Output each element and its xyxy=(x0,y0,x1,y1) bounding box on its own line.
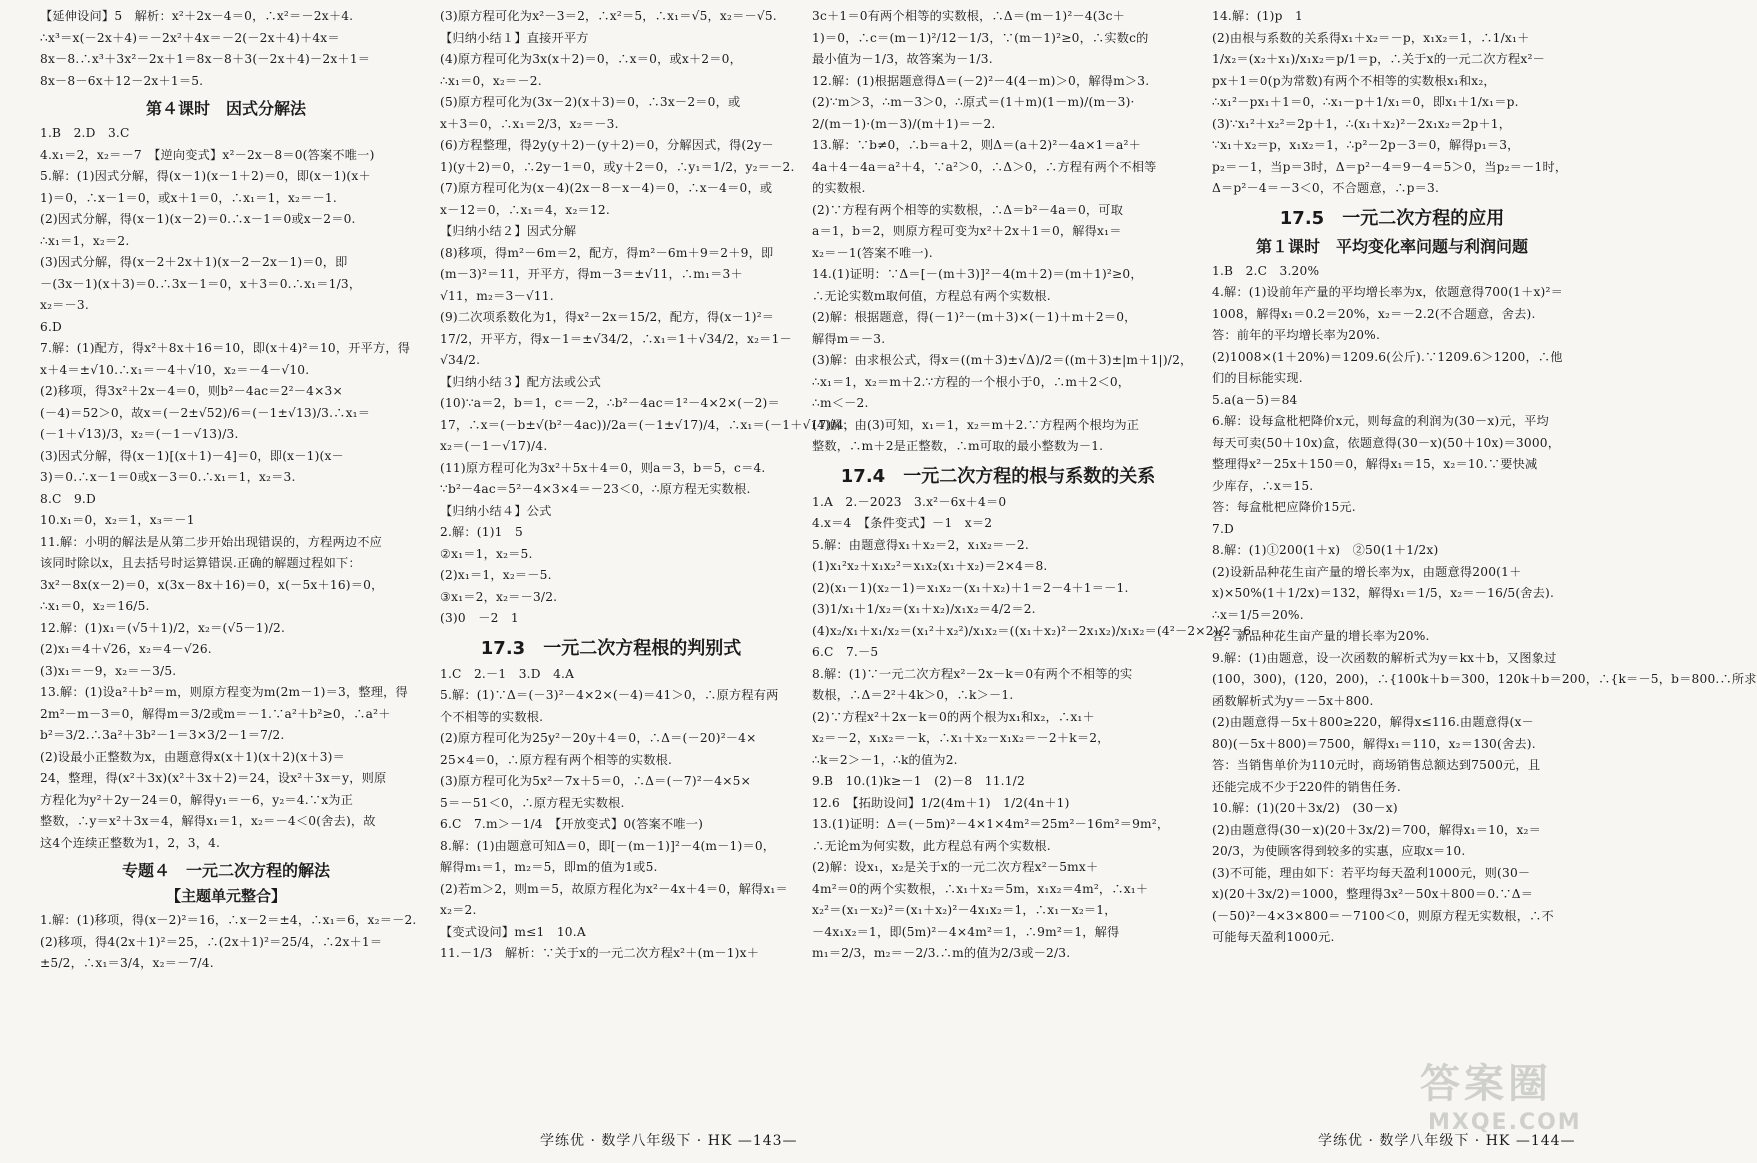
answer-line: 【归纳小结３】配方法或公式 xyxy=(440,374,602,389)
answer-line: (2)移项，得3x²＋2x－4＝0，则b²－4ac＝2²－4×3× xyxy=(40,384,343,398)
answer-line: 1.B 2.D 3.C xyxy=(40,126,130,140)
answer-line: 7.解：(1)配方，得x²＋8x＋16＝10，即(x＋4)²＝10，开平方，得 xyxy=(40,341,411,355)
answer-line: 1.解：(1)移项，得(x－2)²＝16，∴x－2＝±4，∴x₁＝6，x₂＝－2. xyxy=(40,913,417,927)
section-heading-lesson4: 第４课时 因式分解法 xyxy=(145,99,306,118)
answer-line: ③x₁＝2，x₂＝－3/2. xyxy=(440,589,558,604)
col1-block-c xyxy=(40,910,417,975)
answer-line: b²＝3/2.∴3a²＋3b²－1＝3×3/2－1＝7/2. xyxy=(40,728,285,742)
answer-line: ∴x₁²－px₁＋1＝0，∴x₁－p＋1/x₁＝0，即x₁＋1/x₁＝p. xyxy=(1212,95,1519,109)
answer-line: (3)因式分解，得(x－1)[(x＋1)－4]＝0，即(x－1)(x－ xyxy=(40,448,344,463)
answer-line: px＋1＝0(p为常数)有两个不相等的实数根x₁和x₂， xyxy=(1212,73,1496,88)
answer-line: (2)若m＞2，则m＝5，故原方程化为x²－4x＋4＝0，解得x₁＝ xyxy=(440,881,788,896)
answer-line: 4.x＝4 【条件变式】－1 x＝2 xyxy=(812,516,993,530)
answer-line: (11)原方程可化为3x²＋5x＋4＝0，则a＝3，b＝5，c＝4. xyxy=(440,460,766,475)
answer-line: a＝1，b＝2，则原方程可变为x²＋2x＋1＝0，解得x₁＝ xyxy=(812,224,1122,238)
answer-line: 3x²－8x(x－2)＝0，x(3x－8x＋16)＝0，x(－5x＋16)＝0， xyxy=(40,577,384,592)
answer-line: 6.解：设每盒枇杷降价x元，则每盒的利润为(30－x)元，平均 xyxy=(1212,414,1549,428)
watermark-text-cn: 答案圈 xyxy=(1420,1061,1552,1107)
answer-line: 20/3，为使顾客得到较多的实惠，应取x＝10. xyxy=(1212,844,1466,858)
answer-line: 2/(m－1)·(m－3)/(m＋1)＝－2. xyxy=(812,116,996,131)
answer-line: 8.C 9.D xyxy=(40,491,96,506)
answer-line: 【归纳小结２】因式分解 xyxy=(440,224,577,238)
answer-line: 1)(y＋2)＝0，∴2y－1＝0，或y＋2＝0，∴y₁＝1/2，y₂＝－2. xyxy=(440,159,795,174)
answer-line: (2)解：设x₁，x₂是关于x的一元二次方程x²－5mx＋ xyxy=(812,860,1099,874)
answer-line: 整数，∴y＝x²＋3x＝4，解得x₁＝1，x₂＝－4＜0(舍去)，故 xyxy=(40,814,376,828)
answer-line: 少库存，∴x＝15. xyxy=(1212,478,1314,493)
answer-line: 【变式设问】m≤1 10.A xyxy=(440,924,586,939)
answer-line: 1)＝0，∴x－1＝0，或x＋1＝0，∴x₁＝1，x₂＝－1. xyxy=(40,190,337,205)
answer-line: 24，整理，得(x²＋3x)(x²＋3x＋2)＝24，设x²＋3x＝y，则原 xyxy=(40,771,387,785)
answer-line: (3)原方程可化为5x²－7x＋5＝0，∴Δ＝(－7)²－4×5× xyxy=(440,774,752,788)
answer-line: 7.D xyxy=(1212,521,1234,536)
answer-line: 函数解析式为y＝－5x＋800. xyxy=(1212,693,1374,708)
col2-block-b xyxy=(440,664,788,965)
answer-line: 们的目标能实现. xyxy=(1212,371,1303,385)
answer-line: (－1＋√13)/3，x₂＝(－1－√13)/3. xyxy=(40,427,239,441)
answer-line: (2)由题意得－5x＋800≥220，解得x≤116.由题意得(x－ xyxy=(1212,715,1534,729)
answer-line: 整数，∴m＋2是正整数，∴m可取的最小整数为－1. xyxy=(812,439,1104,453)
answer-line: 9.解：(1)由题意，设一次函数的解析式为y＝kx＋b，又图象过 xyxy=(1212,650,1557,665)
answer-line: 【归纳小结１】直接开平方 xyxy=(440,30,589,45)
answer-line: x₂＝－1(答案不唯一). xyxy=(812,245,933,260)
answer-line: 17，∴x＝(－b±√(b²－4ac))/2a＝(－1±√17)/4，∴x₁＝(－1＋√17)/4， xyxy=(440,417,857,432)
answer-line: 14.(1)证明：∵Δ＝[－(m＋3)]²－4(m＋2)＝(m＋1)²≥0， xyxy=(812,267,1143,281)
answer-line: ∴x₁＝1，x₂＝2. xyxy=(40,233,130,248)
answer-line: 8.解：(1)∵一元二次方程x²－2x－k＝0有两个不相等的实 xyxy=(812,666,1133,681)
answer-line: 1008，解得x₁＝0.2＝20%，x₂＝－2.2(不合题意，舍去). xyxy=(1212,306,1536,321)
section-heading-17-4: 17.4 一元二次方程的根与系数的关系 xyxy=(840,465,1156,487)
answer-line: ∴x³＝x(－2x＋4)＝－2x²＋4x＝－2(－2x＋4)＋4x＝ xyxy=(40,30,340,45)
answer-line: 答：前年的平均增长率为20%. xyxy=(1212,328,1381,342)
answer-line: (2)因式分解，得(x－1)(x－2)＝0.∴x－1＝0或x－2＝0. xyxy=(40,212,356,226)
answer-line: ∵b²－4ac＝5²－4×3×4＝－23＜0，∴原方程无实数根. xyxy=(440,482,751,496)
page-footer-143: 学练优 · 数学八年级下 · HK —143— xyxy=(540,1133,798,1149)
answer-line: 5.a(a－5)＝84 xyxy=(1212,392,1298,407)
answer-line: 12.解：(1)根据题意得Δ＝(－2)²－4(4－m)＞0，解得m＞3. xyxy=(812,73,1150,88)
col4-block-b xyxy=(1212,261,1757,949)
column-1 xyxy=(40,6,417,1126)
answer-line: (－50)²－4×3×800＝－7100＜0，则原方程无实数根，∴不 xyxy=(1212,908,1554,923)
answer-line: x－12＝0，∴x₁＝4，x₂＝12. xyxy=(440,202,610,217)
answer-line: ∴m＜－2. xyxy=(812,396,869,410)
answer-line: ∴x₁＝1，x₂＝m＋2.∵方程的一个根小于0，∴m＋2＜0， xyxy=(812,374,1131,389)
answer-line: 个不相等的实数根. xyxy=(440,709,544,724)
answer-line: (3)0 －2 1 xyxy=(440,611,519,625)
answer-line: 5.解：由题意得x₁＋x₂＝2，x₁x₂＝－2. xyxy=(812,537,1029,552)
answer-line: 12.解：(1)x₁＝(√5＋1)/2，x₂＝(√5－1)/2. xyxy=(40,620,286,635)
answer-line: x＋3＝0，∴x₁＝2/3，x₂＝－3. xyxy=(440,116,619,131)
answer-line: 6.C 7.－5 xyxy=(812,645,879,659)
answer-line: 25×4＝0，∴原方程有两个相等的实数根. xyxy=(440,752,673,767)
answer-line: 1)＝0，∴c＝(m－1)²/12－1/3，∵(m－1)²≥0，∴实数c的 xyxy=(812,30,1149,45)
answer-line: (2)由根与系数的关系得x₁＋x₂＝－p，x₁x₂＝1，∴1/x₁＋ xyxy=(1212,30,1530,45)
section-heading-17-5: 17.5 一元二次方程的应用 xyxy=(1279,207,1505,229)
answer-line: 可能每天盈利1000元. xyxy=(1212,930,1335,944)
answer-line: (7)原方程可化为(x－4)(2x－8－x－4)＝0，∴x－4＝0，或 xyxy=(440,181,773,195)
answer-line: (2)原方程可化为25y²－20y＋4＝0，∴Δ＝(－20)²－4× xyxy=(440,731,757,745)
answer-line: (2)1008×(1＋20%)＝1209.6(公斤).∵1209.6＞1200，∴他 xyxy=(1212,349,1563,364)
answer-line: 10.x₁＝0，x₂＝1，x₃＝－1 xyxy=(40,513,195,527)
answer-line: ∴x＝1/5＝20%. xyxy=(1212,607,1304,622)
answer-line: 1.C 2.－1 3.D 4.A xyxy=(440,666,575,681)
answer-line: (3)不可能，理由如下：若平均每天盈利1000元，则(30－ xyxy=(1212,865,1531,880)
answer-line: 最小值为－1/3，故答案为－1/3. xyxy=(812,52,993,66)
answer-line: 5.解：(1)∵Δ＝(－3)²－4×2×(－4)＝41＞0，∴原方程有两 xyxy=(440,688,779,702)
answer-line: (2)(x₁－1)(x₂－1)＝x₁x₂－(x₁＋x₂)＋1＝2－4＋1＝－1. xyxy=(812,580,1129,595)
answer-line: 2.解：(1)1 5 xyxy=(440,525,523,539)
answer-line: (2)解：根据题意，得(－1)²－(m＋3)×(－1)＋m＋2＝0， xyxy=(812,310,1137,324)
answer-line: －4x₁x₂＝1，即(5m)²－4×4m²＝1，∴9m²＝1，解得 xyxy=(812,924,1120,939)
answer-line: 6.C 7.m＞－1/4 【开放变式】0(答案不唯一) xyxy=(440,817,704,831)
answer-line: 8x－8－6x＋12－2x＋1＝5. xyxy=(40,73,204,88)
col3-block-a xyxy=(812,6,1193,458)
answer-line: x₂＝2. xyxy=(440,903,477,917)
answer-line: (100，300)，(120，200)，∴{100k＋b＝300，120k＋b＝200，∴{k＝－5，b＝800.∴所求 xyxy=(1212,672,1757,686)
answer-line: ∵x₁＋x₂＝p，x₁x₂＝1，∴p²－2p－3＝0，解得p₁＝3， xyxy=(1212,138,1520,152)
answer-line: 【延伸设问】5 解析：x²＋2x－4＝0，∴x²＝－2x＋4. xyxy=(40,9,354,23)
answer-line: p₂＝－1，当p＝3时，Δ＝p²－4＝9－4＝5＞0，当p₂＝－1时， xyxy=(1212,159,1568,174)
section-heading-topic4: 专题４ 一元二次方程的解法 xyxy=(121,861,330,880)
answer-line: 9.B 10.(1)k≥－1 (2)－8 11.1/2 xyxy=(812,774,1025,788)
answer-line: 答：每盒枇杷应降价15元. xyxy=(1212,500,1356,514)
answer-line: 【归纳小结４】公式 xyxy=(440,503,552,518)
answer-line: 1.B 2.C 3.20% xyxy=(1212,263,1320,278)
answer-line: ∴无论m为何实数，此方程总有两个实数根. xyxy=(812,838,1051,853)
answer-line: (3)∵x₁²＋x₂²＝2p＋1，∴(x₁＋x₂)²－2x₁x₂＝2p＋1， xyxy=(1212,116,1512,131)
answer-line: 答：当销售单价为110元时，商场销售总额达到7500元，且 xyxy=(1212,758,1541,772)
answer-line: 4m²＝0的两个实数根，∴x₁＋x₂＝5m，x₁x₂＝4m²，∴x₁＋ xyxy=(812,881,1149,896)
answer-line: 10.解：(1)(20＋3x/2) (30－x) xyxy=(1212,801,1398,815)
answer-line: 数根，∴Δ＝2²＋4k＞0，∴k＞－1. xyxy=(812,688,1014,702)
answer-line: ②x₁＝1，x₂＝5. xyxy=(440,546,533,561)
answer-line: x＋4＝±√10.∴x₁＝－4＋√10，x₂＝－4－√10. xyxy=(40,362,310,377)
answer-line: 方程化为y²＋2y－24＝0，解得y₁＝－6，y₂＝4.∵x为正 xyxy=(40,792,354,807)
answer-line: 13.解：(1)设a²＋b²＝m，则原方程变为m(2m－1)＝3，整理，得 xyxy=(40,685,408,699)
answer-line: x₂²＝(x₁－x₂)²＝(x₁＋x₂)²－4x₁x₂＝1，∴x₁－x₂＝1， xyxy=(812,903,1117,917)
answer-line: x)(20＋3x/2)＝1000，整理得3x²－50x＋800＝0.∵Δ＝ xyxy=(1212,887,1534,901)
column-4 xyxy=(1212,6,1757,1126)
answer-line: 17/2，开平方，得x－1＝±√34/2，∴x₁＝1＋√34/2，x₂＝1－ xyxy=(440,331,792,346)
page-footer-144: 学练优 · 数学八年级下 · HK —144— xyxy=(1318,1133,1576,1149)
answer-line: (3)x₁＝－9，x₂＝－3/5. xyxy=(40,663,177,678)
col1-block-a xyxy=(40,6,412,92)
answer-line: 3)＝0.∴x－1＝0或x－3＝0.∴x₁＝1，x₂＝3. xyxy=(40,470,296,484)
answer-line: 11.解：小明的解法是从第二步开始出现错误的，方程两边不应 xyxy=(40,534,383,549)
watermark-logo xyxy=(1410,1052,1582,1152)
col4-block-a xyxy=(1212,6,1572,200)
answer-line: (2)x₁＝1，x₂＝－5. xyxy=(440,568,552,582)
answer-line: x)×50%(1＋1/2x)＝132，解得x₁＝1/5，x₂＝－16/5(舍去). xyxy=(1212,586,1555,600)
section-heading-17-3: 17.3 一元二次方程根的判别式 xyxy=(480,637,742,659)
section-heading-lesson1: 第１课时 平均变化率问题与利润问题 xyxy=(1255,236,1528,256)
answer-line: ∴无论实数m取何值，方程总有两个实数根. xyxy=(812,288,1051,303)
answer-line: 3c＋1＝0有两个相等的实数根，∴Δ＝(m－1)²－4(3c＋ xyxy=(812,9,1126,23)
answer-line: ∴x₁＝0，x₂＝－2. xyxy=(440,73,542,88)
answer-line: 13.(1)证明：Δ＝(－5m)²－4×1×4m²＝25m²－16m²＝9m²， xyxy=(812,817,1170,831)
answer-line: 4.x₁＝2，x₂＝－7 【逆向变式】x²－2x－8＝0(答案不唯一) xyxy=(40,147,375,162)
answer-line: (3)1/x₁＋1/x₂＝(x₁＋x₂)/x₁x₂＝4/2＝2. xyxy=(812,602,1036,616)
answer-line: 8.解：(1)由题意可知Δ＝0，即[－(m－1)]²－4(m－1)＝0， xyxy=(440,838,776,853)
answer-line: 解得m＝－3. xyxy=(812,331,886,346)
answer-line: x₂＝(－1－√17)/4. xyxy=(440,439,548,453)
answer-line: (3)解：由求根公式，得x＝((m＋3)±√Δ)/2＝((m＋3)±|m＋1|)/2， xyxy=(812,353,1193,367)
answer-line: ∴k＝2＞－1，∴k的值为2. xyxy=(812,752,958,767)
answer-line: 整理得x²－25x＋150＝0，解得x₁＝15，x₂＝10.∵要快减 xyxy=(1212,457,1538,471)
answer-line: (2)∵m＞3，∴m－3＞0，∴原式＝(1＋m)(1－m)/(m－3)· xyxy=(812,95,1135,109)
answer-line: (5)原方程可化为(3x－2)(x＋3)＝0，∴3x－2＝0，或 xyxy=(440,95,741,109)
answer-line: (3)原方程可化为x²－3＝2，∴x²＝5，∴x₁＝√5，x₂＝－√5. xyxy=(440,9,777,23)
answer-line: 4.解：(1)设前年产量的平均增长率为x，依题意得700(1＋x)²＝ xyxy=(1212,285,1563,299)
answer-line: (2)由题意得(30－x)(20＋3x/2)＝700，解得x₁＝10，x₂＝ xyxy=(1212,822,1541,837)
answer-line: (9)二次项系数化为1，得x²－2x＝15/2，配方，得(x－1)²＝ xyxy=(440,310,775,324)
answer-line: (2)x₁＝4＋√26，x₂＝4－√26. xyxy=(40,642,212,656)
answer-line: (10)∵a＝2，b＝1，c＝－2，∴b²－4ac＝1²－4×2×(－2)＝ xyxy=(440,396,780,410)
answer-line: 的实数根. xyxy=(812,181,866,195)
answer-line: (2)∵方程有两个相等的实数根，∴Δ＝b²－4a＝0，可取 xyxy=(812,202,1124,217)
answer-line: 1/x₂＝(x₂＋x₁)/x₁x₂＝p/1＝p，∴关于x的一元二次方程x²－ xyxy=(1212,52,1545,66)
answer-line: √34/2. xyxy=(440,353,481,367)
answer-line: 6.D xyxy=(40,319,62,334)
answer-line: －(3x－1)(x＋3)＝0.∴3x－1＝0，x＋3＝0.∴x₁＝1/3， xyxy=(40,276,362,291)
answer-line: (6)方程整理，得2y(y＋2)－(y＋2)＝0，分解因式，得(2y－ xyxy=(440,138,774,152)
answer-line: 答：新品种花生亩产量的增长率为20%. xyxy=(1212,629,1430,643)
answer-line: 8x－8.∴x³＋3x²－2x＋1＝8x－8＋3(－2x＋4)－2x＋1＝ xyxy=(40,52,371,66)
answer-line: (8)移项，得m²－6m＝2，配方，得m²－6m＋9＝2＋9，即 xyxy=(440,245,774,260)
answer-line: 4a＋4－4a＝a²＋4，∵a²＞0，∴Δ＞0，∴方程有两个不相等 xyxy=(812,159,1157,174)
answer-line: 8.解：(1)①200(1＋x) ②50(1＋1/2x) xyxy=(1212,543,1439,557)
answer-line: 还能完成不少于220件的销售任务. xyxy=(1212,779,1401,794)
answer-line: x₂＝－2，x₁x₂＝－k，∴x₁＋x₂－x₁x₂＝－2＋k＝2， xyxy=(812,731,1110,745)
answer-line: (2)移项，得4(2x＋1)²＝25，∴(2x＋1)²＝25/4，∴2x＋1＝ xyxy=(40,934,383,949)
answer-line: (4)解：由(3)可知，x₁＝1，x₂＝m＋2.∵方程两个根均为正 xyxy=(812,417,1140,432)
answer-line: (2)设最小正整数为x，由题意得x(x＋1)(x＋2)(x＋3)＝ xyxy=(40,749,346,764)
col1-block-b xyxy=(40,123,412,854)
answer-line: (3)因式分解，得(x－2＋2x＋1)(x－2－2x－1)＝0，即 xyxy=(40,255,348,269)
answer-line: 11.－1/3 解析：∵关于x的一元二次方程x²＋(m－1)x＋ xyxy=(440,946,760,960)
watermark-text-url: MXQE.COM xyxy=(1428,1110,1582,1135)
answer-line: 解得m₁＝1，m₂＝5，即m的值为1或5. xyxy=(440,860,658,874)
answer-line: 5.解：(1)因式分解，得(x－1)(x－1＋2)＝0，即(x－1)(x＋ xyxy=(40,169,371,183)
answer-line: m₁＝2/3，m₂＝－2/3.∴m的值为2/3或－2/3. xyxy=(812,946,1071,960)
answer-line: ∴x₁＝0，x₂＝16/5. xyxy=(40,599,150,613)
answer-line: (4)x₂/x₁＋x₁/x₂＝(x₁²＋x₂²)/x₁x₂＝((x₁＋x₂)²－2x₁x₂)/x₁x₂＝(4²－2×2)/2＝6. xyxy=(812,623,1256,638)
answer-line: (2)∵方程x²＋2x－k＝0的两个根为x₁和x₂，∴x₁＋ xyxy=(812,709,1095,724)
answer-line: 80)(－5x＋800)＝7500，解得x₁＝110，x₂＝130(舍去). xyxy=(1212,736,1536,751)
answer-line: 5＝－51＜0，∴原方程无实数根. xyxy=(440,795,625,810)
answer-line: 该同时除以x，且去括号时运算错误.正确的解题过程如下： xyxy=(40,556,361,570)
answer-line: (4)原方程可化为3x(x＋2)＝0，∴x＝0，或x＋2＝0， xyxy=(440,52,742,66)
answer-line: 14.解：(1)p 1 xyxy=(1212,9,1303,23)
answer-line: Δ＝p²－4＝－3＜0，不合题意，∴p＝3. xyxy=(1212,181,1440,195)
answer-line: 这4个连续正整数为1，2，3，4. xyxy=(40,835,221,850)
answer-line: 12.6 【拓助设问】1/2(4m＋1) 1/2(4n＋1) xyxy=(812,795,1070,810)
answer-line: (－4)＝52＞0，故x＝(－2±√52)/6＝(－1±√13)/3.∴x₁＝ xyxy=(40,405,371,420)
answer-line: (1)x₁²x₂＋x₁x₂²＝x₁x₂(x₁＋x₂)＝2×4＝8. xyxy=(812,559,1048,573)
answer-line: ±5/2，∴x₁＝3/4，x₂＝－7/4. xyxy=(40,956,214,970)
answer-line: (2)设新品种花生亩产量的增长率为x，由题意得200(1＋ xyxy=(1212,564,1522,579)
answer-line: 每天可卖(50＋10x)盒，依题意得(30－x)(50＋10x)＝3000， xyxy=(1212,435,1561,450)
answer-line: √11，m₂＝3－√11. xyxy=(440,288,554,303)
answer-line: 2m²－m－3＝0，解得m＝3/2或m＝－1.∵a²＋b²≥0，∴a²＋ xyxy=(40,706,391,721)
answer-line: (m－3)²＝11，开平方，得m－3＝±√11，∴m₁＝3＋ xyxy=(440,267,743,281)
answer-line: 1.A 2.－2023 3.x²－6x＋4＝0 xyxy=(812,494,1007,509)
section-subheading-integration: 【主题单元整合】 xyxy=(165,887,286,905)
answer-line: x₂＝－3. xyxy=(40,298,89,312)
answer-line: 13.解：∵b≠0，∴b＝a＋2，则Δ＝(a＋2)²－4a×1＝a²＋ xyxy=(812,138,1141,152)
